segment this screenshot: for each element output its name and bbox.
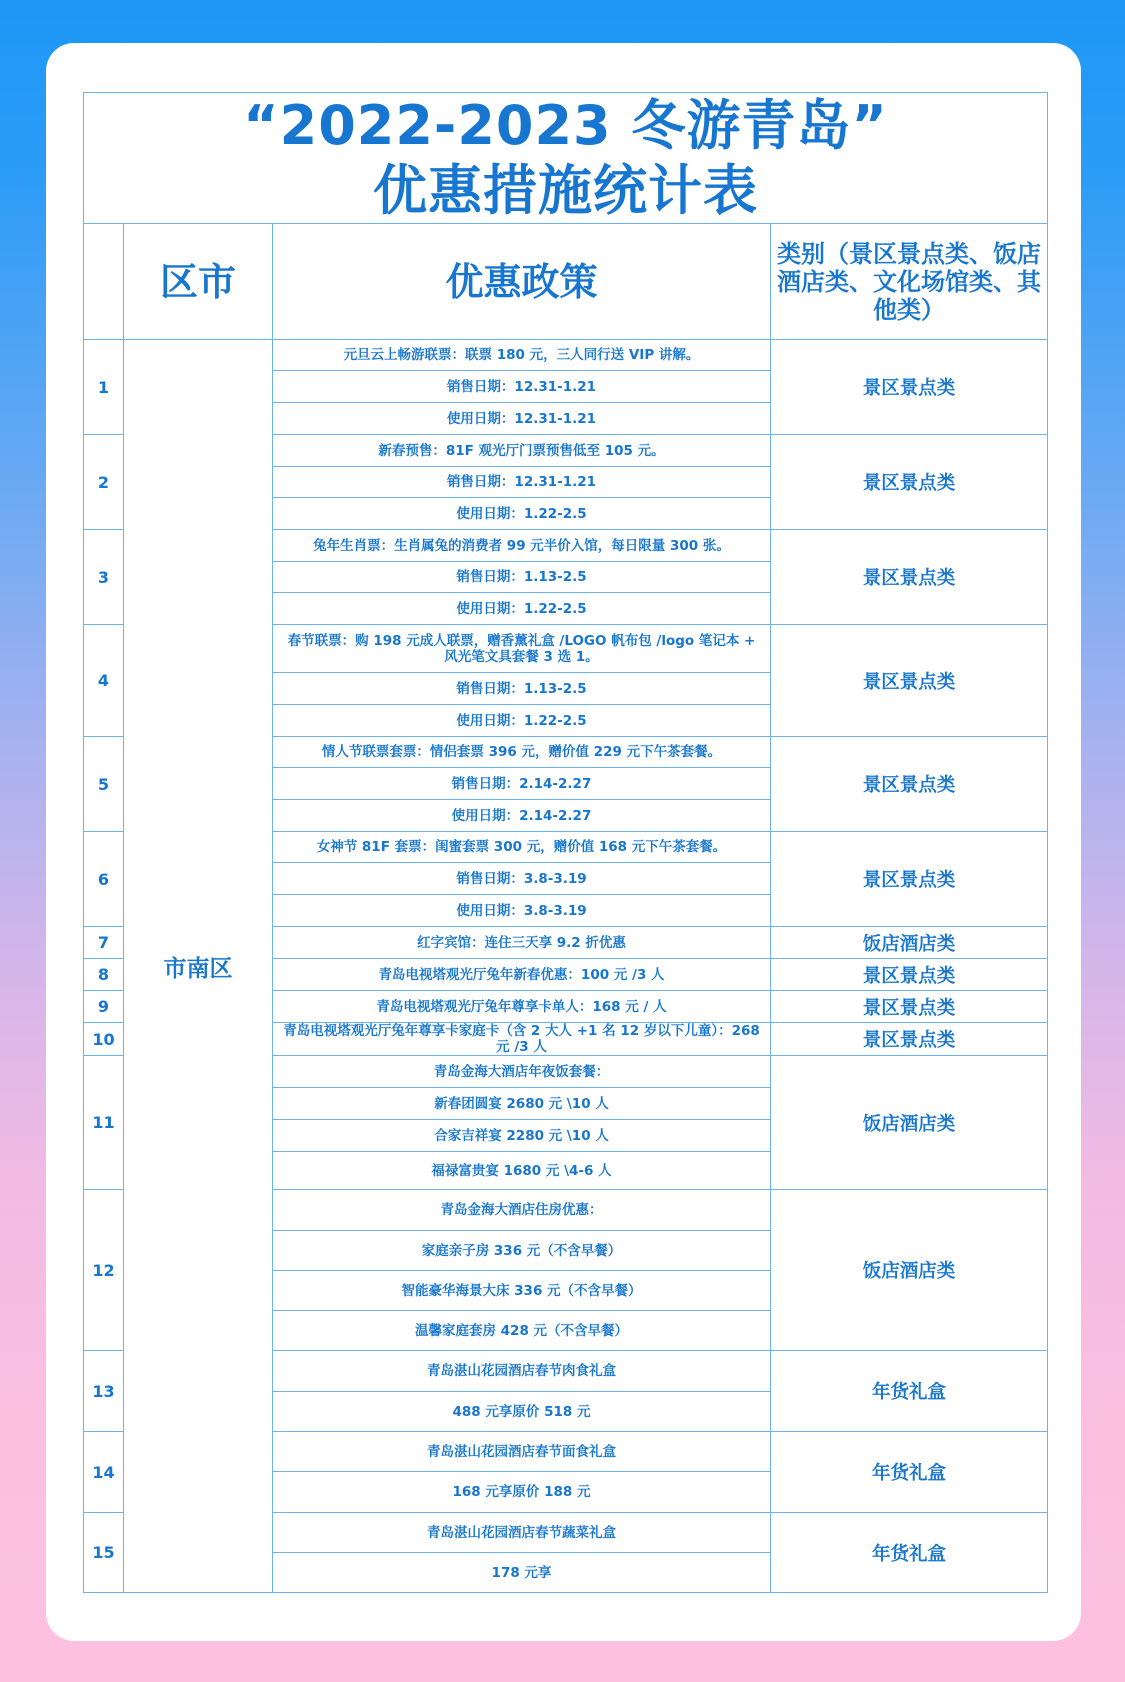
category-cell: 景区景点类 (771, 1023, 1048, 1056)
policy-cell: 青岛电视塔观光厅兔年新春优惠：100 元 /3 人 (273, 959, 771, 991)
policy-cell: 使用日期：1.22-2.5 (273, 705, 771, 737)
policy-cell: 168 元享原价 188 元 (273, 1472, 771, 1513)
policy-cell: 488 元享原价 518 元 (273, 1392, 771, 1432)
row-number: 7 (84, 927, 124, 959)
row-number: 15 (84, 1513, 124, 1593)
policy-cell: 青岛电视塔观光厅兔年尊享卡单人：168 元 / 人 (273, 991, 771, 1023)
policy-cell: 家庭亲子房 336 元（不含早餐） (273, 1231, 771, 1271)
row-number: 5 (84, 737, 124, 832)
district-cell: 市南区 (124, 340, 273, 1593)
category-cell: 景区景点类 (771, 737, 1048, 832)
row-number: 9 (84, 991, 124, 1023)
policy-cell: 销售日期：12.31-1.21 (273, 467, 771, 498)
category-cell: 年货礼盒 (771, 1513, 1048, 1593)
page-title-line-1: “2022-2023 冬游青岛” (243, 94, 888, 157)
policy-cell: 使用日期：12.31-1.21 (273, 403, 771, 435)
policy-cell: 使用日期：1.22-2.5 (273, 593, 771, 625)
row-number: 13 (84, 1351, 124, 1432)
category-cell: 年货礼盒 (771, 1351, 1048, 1432)
row-number: 12 (84, 1190, 124, 1351)
discount-table (83, 92, 1048, 1593)
category-cell: 饭店酒店类 (771, 1056, 1048, 1190)
policy-cell: 使用日期：1.22-2.5 (273, 498, 771, 530)
policy-cell: 销售日期：2.14-2.27 (273, 768, 771, 800)
policy-cell: 智能豪华海景大床 336 元（不含早餐） (273, 1271, 771, 1311)
policy-cell: 青岛金海大酒店住房优惠： (273, 1190, 771, 1231)
policy-cell: 青岛湛山花园酒店春节蔬菜礼盒 (273, 1513, 771, 1553)
category-cell: 饭店酒店类 (771, 1190, 1048, 1351)
policy-cell: 新春团圆宴 2680 元 \10 人 (273, 1088, 771, 1120)
header-category: 类别（景区景点类、饭店酒店类、文化场馆类、其他类） (771, 224, 1048, 340)
policy-cell: 温馨家庭套房 428 元（不含早餐） (273, 1311, 771, 1351)
policy-cell: 使用日期：2.14-2.27 (273, 800, 771, 832)
category-cell: 景区景点类 (771, 435, 1048, 530)
policy-cell: 青岛湛山花园酒店春节面食礼盒 (273, 1432, 771, 1472)
policy-cell: 情人节联票套票：情侣套票 396 元，赠价值 229 元下午茶套餐。 (273, 737, 771, 768)
policy-cell: 元旦云上畅游联票：联票 180 元，三人同行送 VIP 讲解。 (273, 340, 771, 371)
header-number-cell (84, 224, 124, 340)
policy-cell: 销售日期：3.8-3.19 (273, 863, 771, 895)
row-number: 4 (84, 625, 124, 737)
policy-cell: 新春预售：81F 观光厅门票预售低至 105 元。 (273, 435, 771, 467)
row-number: 8 (84, 959, 124, 991)
row-number: 11 (84, 1056, 124, 1190)
category-cell: 景区景点类 (771, 832, 1048, 927)
policy-cell: 合家吉祥宴 2280 元 \10 人 (273, 1120, 771, 1152)
policy-cell: 春节联票：购 198 元成人联票，赠香薰礼盒 /LOGO 帆布包 /logo 笔记本 + 风光笔文具套餐 3 选 1。 (273, 625, 771, 673)
category-cell: 景区景点类 (771, 340, 1048, 435)
category-cell: 饭店酒店类 (771, 927, 1048, 959)
page-title-line-2: 优惠措施统计表 (373, 159, 759, 222)
policy-cell: 销售日期：1.13-2.5 (273, 562, 771, 593)
policy-cell: 女神节 81F 套票：闺蜜套票 300 元，赠价值 168 元下午茶套餐。 (273, 832, 771, 863)
row-number: 6 (84, 832, 124, 927)
policy-cell: 兔年生肖票：生肖属兔的消费者 99 元半价入馆，每日限量 300 张。 (273, 530, 771, 562)
policy-cell: 青岛湛山花园酒店春节肉食礼盒 (273, 1351, 771, 1392)
row-number: 3 (84, 530, 124, 625)
header-district: 区市 (124, 224, 273, 340)
policy-cell: 178 元享 (273, 1553, 771, 1593)
row-number: 2 (84, 435, 124, 530)
policy-cell: 销售日期：1.13-2.5 (273, 673, 771, 705)
policy-cell: 青岛金海大酒店年夜饭套餐： (273, 1056, 771, 1088)
title-cell (84, 93, 1048, 224)
row-number: 14 (84, 1432, 124, 1513)
category-cell: 景区景点类 (771, 530, 1048, 625)
row-number: 1 (84, 340, 124, 435)
policy-cell: 福禄富贵宴 1680 元 \4-6 人 (273, 1152, 771, 1190)
category-cell: 景区景点类 (771, 991, 1048, 1023)
category-cell: 年货礼盒 (771, 1432, 1048, 1513)
policy-cell: 青岛电视塔观光厅兔年尊享卡家庭卡（含 2 大人 +1 名 12 岁以下儿童）：268 元 /3 人 (273, 1023, 771, 1056)
policy-cell: 使用日期：3.8-3.19 (273, 895, 771, 927)
category-cell: 景区景点类 (771, 625, 1048, 737)
category-cell: 景区景点类 (771, 959, 1048, 991)
policy-cell: 销售日期：12.31-1.21 (273, 371, 771, 403)
row-number: 10 (84, 1023, 124, 1056)
policy-cell: 红字宾馆：连住三天享 9.2 折优惠 (273, 927, 771, 959)
header-policy: 优惠政策 (273, 224, 771, 340)
